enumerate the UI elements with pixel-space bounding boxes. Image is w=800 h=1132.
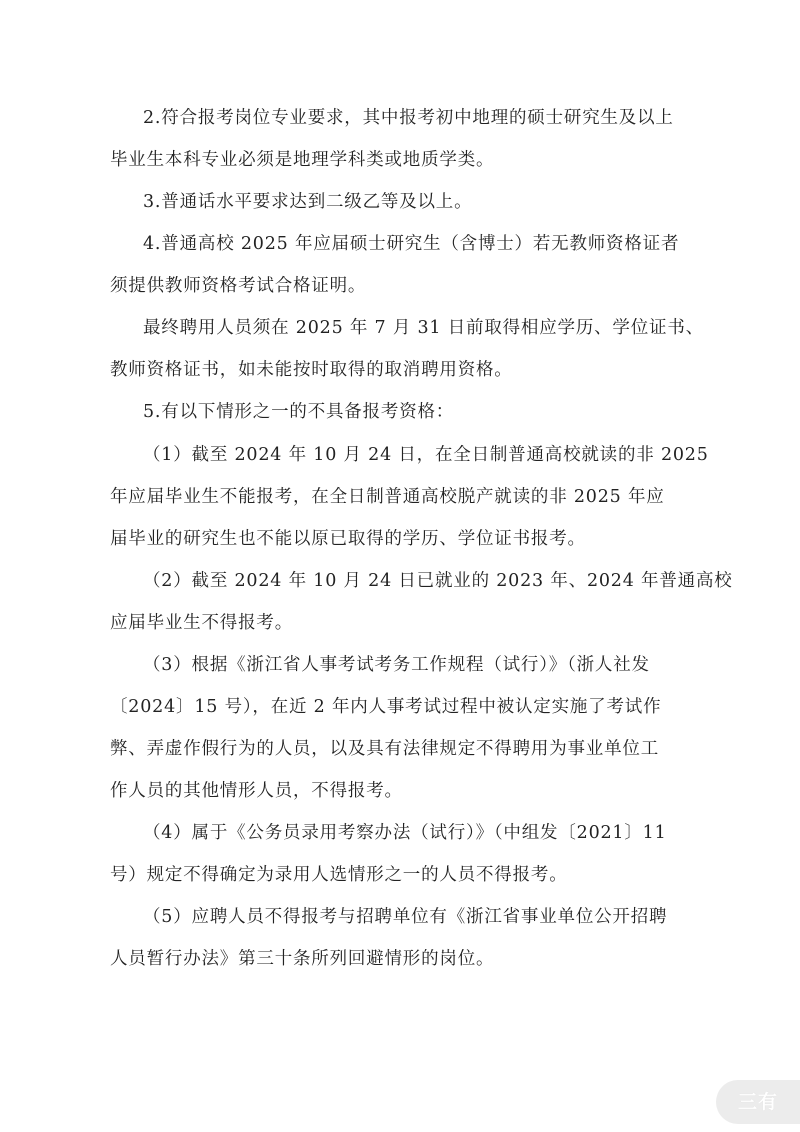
paragraph-line: 最终聘用人员须在 2025 年 7 月 31 日前取得相应学历、学位证书、 [143,318,704,338]
paragraph-line: 3.普通话水平要求达到二级乙等及以上。 [143,192,473,212]
watermark-logo: 三有 [716,1080,800,1124]
paragraph-line: 〔2024〕15 号），在近 2 年内人事考试过程中被认定实施了考试作 [110,697,662,717]
paragraph-line: 号）规定不得确定为录用人选情形之一的人员不得报考。 [110,865,568,885]
paragraph-line: 教师资格证书，如未能按时取得的取消聘用资格。 [110,360,513,380]
paragraph-line: 4.普通高校 2025 年应届硕士研究生（含博士）若无教师资格证者 [143,234,680,254]
paragraph-line: 人员暂行办法》第三十条所列回避情形的岗位。 [110,949,495,969]
paragraph-line: 5.有以下情形之一的不具备报考资格： [143,402,455,422]
paragraph-line: （2）截至 2024 年 10 月 24 日已就业的 2023 年、2024 年普通高校 [143,571,733,591]
paragraph-line: 应届毕业生不得报考。 [110,613,293,633]
paragraph-line: 毕业生本科专业必须是地理学科类或地质学类。 [110,150,495,170]
paragraph-line: （1）截至 2024 年 10 月 24 日，在全日制普通高校就读的非 2025 [143,445,709,465]
paragraph-line: （5）应聘人员不得报考与招聘单位有《浙江省事业单位公开招聘 [143,907,668,927]
paragraph-line: （4）属于《公务员录用考察办法（试行）》（中组发〔2021〕11 [143,823,667,843]
paragraph-line: 作人员的其他情形人员，不得报考。 [110,781,403,801]
paragraph-line: 弊、弄虚作假行为的人员，以及具有法律规定不得聘用为事业单位工 [110,739,659,759]
paragraph-line: 2.符合报考岗位专业要求，其中报考初中地理的硕士研究生及以上 [143,108,674,128]
paragraph-line: 须提供教师资格考试合格证明。 [110,276,367,296]
paragraph-line: （3）根据《浙江省人事考试考务工作规程（试行）》（浙人社发 [143,655,650,675]
paragraph-line: 届毕业的研究生也不能以原已取得的学历、学位证书报考。 [110,529,586,549]
paragraph-line: 年应届毕业生不能报考，在全日制普通高校脱产就读的非 2025 年应 [110,487,665,507]
